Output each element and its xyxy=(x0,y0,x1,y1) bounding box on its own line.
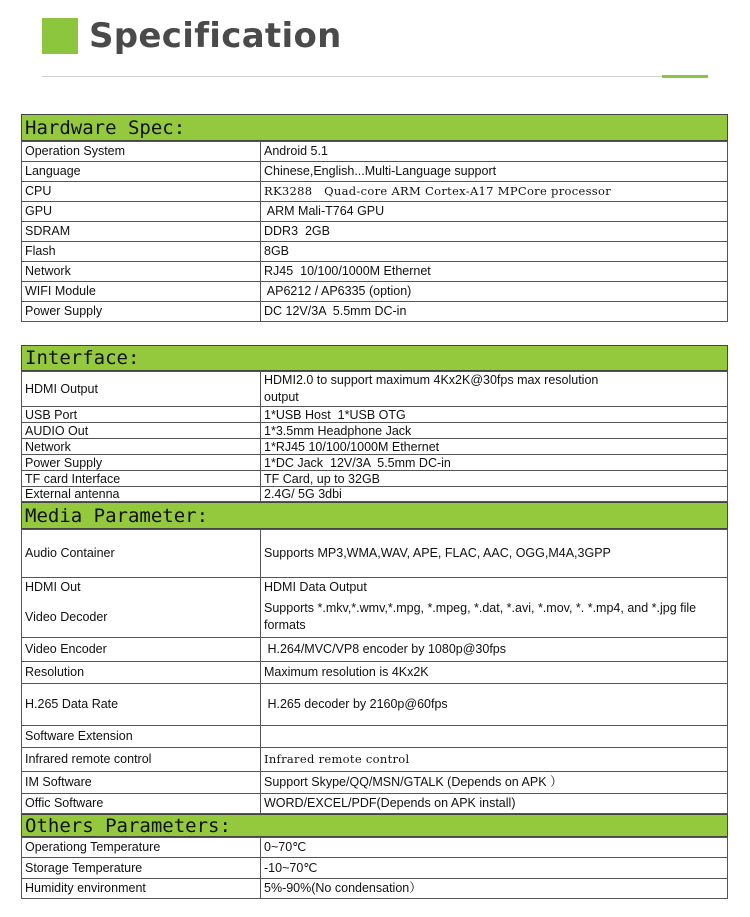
spec-value: DDR3 2GB xyxy=(261,222,728,242)
table-row xyxy=(22,772,728,794)
spec-label: Humidity environment xyxy=(22,879,261,899)
table-row xyxy=(22,530,728,578)
title-divider xyxy=(42,76,708,77)
interface-table xyxy=(21,371,728,502)
spec-label: SDRAM xyxy=(22,222,261,242)
table-row xyxy=(22,182,728,202)
spec-value xyxy=(261,726,728,748)
spec-label: Video Encoder xyxy=(22,638,261,662)
table-row xyxy=(22,662,728,684)
table-row xyxy=(22,838,728,858)
table-row xyxy=(22,487,728,502)
spec-value: 1*USB Host 1*USB OTG xyxy=(261,407,728,423)
spec-label: Audio Container xyxy=(22,530,261,578)
table-row xyxy=(22,302,728,322)
spec-value: ARM Mali-T764 GPU xyxy=(261,202,728,222)
spec-label: Video Decoder xyxy=(22,598,261,638)
table-row xyxy=(22,142,728,162)
page-title: Specification xyxy=(89,16,342,56)
hardware-spec-heading: Hardware Spec: xyxy=(21,114,728,141)
media-parameter-heading: Media Parameter: xyxy=(21,502,728,529)
spec-value: RK3288 Quad-core ARM Cortex-A17 MPCore processor xyxy=(261,182,728,202)
spec-value: Chinese,English...Multi-Language support xyxy=(261,162,728,182)
spec-value: 1*RJ45 10/100/1000M Ethernet xyxy=(261,439,728,455)
spec-value: Maximum resolution is 4Kx2K xyxy=(261,662,728,684)
spec-value: RJ45 10/100/1000M Ethernet xyxy=(261,262,728,282)
spec-label: Resolution xyxy=(22,662,261,684)
spec-label: Infrared remote control xyxy=(22,748,261,772)
spec-value: Supports MP3,WMA,WAV, APE, FLAC, AAC, OGG,M4A,3GPP xyxy=(261,530,728,578)
spec-value: DC 12V/3A 5.5mm DC-in xyxy=(261,302,728,322)
table-row xyxy=(22,858,728,879)
table-row xyxy=(22,202,728,222)
hardware-spec-table xyxy=(21,141,728,322)
spec-value: TF Card, up to 32GB xyxy=(261,471,728,487)
spec-label: Offic Software xyxy=(22,794,261,814)
table-row xyxy=(22,162,728,182)
spec-value: Infrared remote control xyxy=(261,748,728,772)
spec-label: Power Supply xyxy=(22,455,261,471)
spec-value: 2.4G/ 5G 3dbi xyxy=(261,487,728,502)
spec-label: Power Supply xyxy=(22,302,261,322)
spec-label: Storage Temperature xyxy=(22,858,261,879)
others-parameters-heading: Others Parameters: xyxy=(21,814,728,837)
table-row xyxy=(22,598,728,638)
table-row xyxy=(22,794,728,814)
table-row xyxy=(22,879,728,899)
spec-label: TF card Interface xyxy=(22,471,261,487)
spec-label: IM Software xyxy=(22,772,261,794)
table-row xyxy=(22,242,728,262)
spec-value: H.264/MVC/VP8 encoder by 1080p@30fps xyxy=(261,638,728,662)
spec-value: AP6212 / AP6335 (option) xyxy=(261,282,728,302)
table-row xyxy=(22,372,728,407)
media-parameter-table xyxy=(21,529,728,814)
spec-value: Supports *.mkv,*.wmv,*.mpg, *.mpeg, *.dat, *.avi, *.mov, *. *.mp4, and *.jpg file formats xyxy=(261,598,728,638)
spec-value: H.265 decoder by 2160p@60fps xyxy=(261,684,728,726)
spec-value: 8GB xyxy=(261,242,728,262)
spec-value: Android 5.1 xyxy=(261,142,728,162)
spec-value: 0~70℃ xyxy=(261,838,728,858)
interface-heading: Interface: xyxy=(21,345,728,371)
table-row xyxy=(22,578,728,598)
spec-value: 1*DC Jack 12V/3A 5.5mm DC-in xyxy=(261,455,728,471)
table-row xyxy=(22,748,728,772)
spec-value: Support Skype/QQ/MSN/GTALK (Depends on APK ） xyxy=(261,772,728,794)
spec-label: HDMI Out xyxy=(22,578,261,598)
interface-section xyxy=(21,345,728,899)
spec-label: HDMI Output xyxy=(22,372,261,407)
spec-label: GPU xyxy=(22,202,261,222)
spec-label: Software Extension xyxy=(22,726,261,748)
table-row xyxy=(22,222,728,242)
hardware-spec-section xyxy=(21,114,728,322)
table-row xyxy=(22,282,728,302)
others-parameters-table xyxy=(21,837,728,899)
spec-label: Network xyxy=(22,439,261,455)
table-row xyxy=(22,423,728,439)
spec-value: WORD/EXCEL/PDF(Depends on APK install) xyxy=(261,794,728,814)
spec-label: Network xyxy=(22,262,261,282)
title-accent-square xyxy=(42,18,78,54)
spec-value: HDMI Data Output xyxy=(261,578,728,598)
spec-label: Language xyxy=(22,162,261,182)
spec-label: H.265 Data Rate xyxy=(22,684,261,726)
spec-label: Operationg Temperature xyxy=(22,838,261,858)
table-row xyxy=(22,471,728,487)
spec-label: WIFI Module xyxy=(22,282,261,302)
spec-value: HDMI2.0 to support maximum 4Kx2K@30fps max resolution output xyxy=(261,372,728,407)
table-row xyxy=(22,726,728,748)
spec-label: External antenna xyxy=(22,487,261,502)
table-row xyxy=(22,407,728,423)
title-divider-accent xyxy=(662,75,708,78)
table-row xyxy=(22,684,728,726)
spec-label: AUDIO Out xyxy=(22,423,261,439)
table-row xyxy=(22,439,728,455)
spec-label: Flash xyxy=(22,242,261,262)
spec-label: USB Port xyxy=(22,407,261,423)
table-row xyxy=(22,455,728,471)
spec-label: Operation System xyxy=(22,142,261,162)
spec-value: 5%-90%(No condensation） xyxy=(261,879,728,899)
spec-value: 1*3.5mm Headphone Jack xyxy=(261,423,728,439)
table-row xyxy=(22,638,728,662)
spec-label: CPU xyxy=(22,182,261,202)
spec-value: -10~70℃ xyxy=(261,858,728,879)
table-row xyxy=(22,262,728,282)
